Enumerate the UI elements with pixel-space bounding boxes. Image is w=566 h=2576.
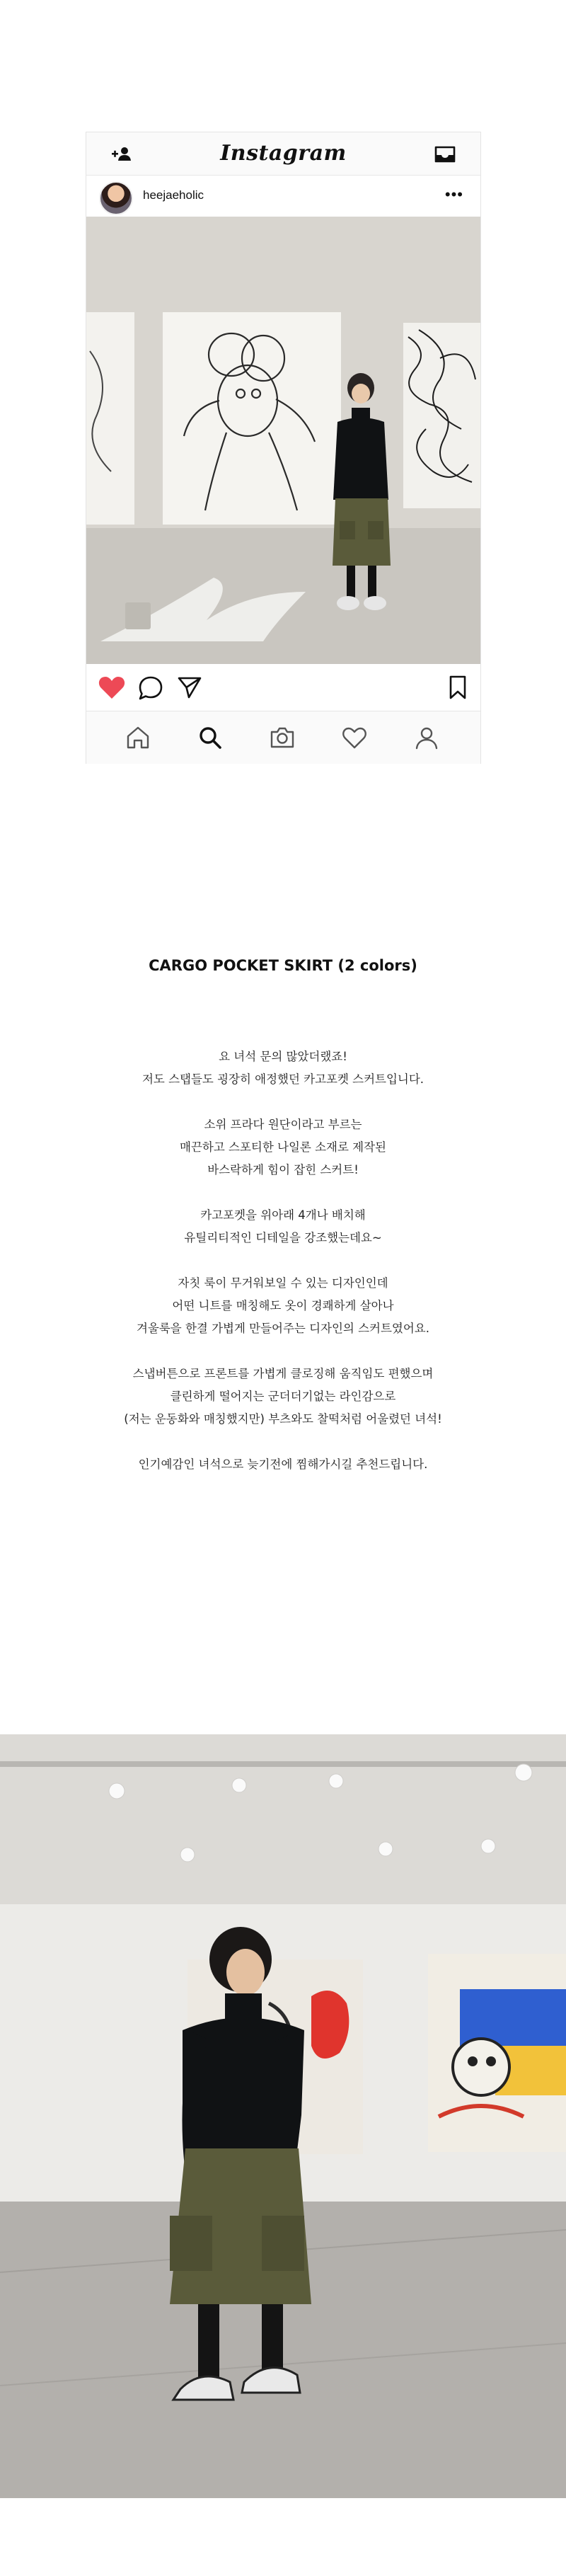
description-line: 스냅버튼으로 프론트를 가볍게 클로징해 움직임도 편했으며 <box>132 1367 434 1380</box>
product-description <box>71 1046 495 1499</box>
search-icon[interactable] <box>197 724 224 751</box>
heart-icon[interactable] <box>98 675 126 700</box>
bookmark-icon[interactable] <box>448 675 468 700</box>
description-line: 자칫 룩이 무거워보일 수 있는 디자인인데 <box>178 1276 388 1290</box>
description-line: 카고포켓을 위아래 4개나 배치해 <box>200 1208 366 1222</box>
description-line: 인기예감인 녀석으로 늦기전에 찜해가시길 추천드립니다. <box>138 1458 428 1471</box>
description-line: 소위 프라다 원단이라고 부르는 <box>204 1118 362 1131</box>
instagram-logo: Instagram <box>220 141 347 166</box>
description-line: 매끈하고 스포티한 나일론 소재로 제작된 <box>180 1140 386 1154</box>
profile-icon[interactable] <box>413 724 440 751</box>
send-icon[interactable] <box>177 675 202 699</box>
post-header <box>86 176 480 217</box>
avatar[interactable] <box>99 181 133 215</box>
camera-icon[interactable] <box>269 724 296 751</box>
description-paragraph <box>71 1272 495 1340</box>
post-photo <box>86 217 480 664</box>
description-paragraph <box>71 1453 495 1476</box>
post-actions <box>86 664 480 711</box>
gallery-artwork-photo <box>86 217 480 664</box>
description-line: 유틸리티적인 디테일을 강조했는데요~ <box>184 1231 382 1244</box>
description-line: 바스락하게 힘이 잡힌 스커트! <box>207 1163 359 1177</box>
gallery-model-photo <box>0 1734 566 2498</box>
description-line: 요 녀석 문의 많았더랬죠! <box>219 1050 347 1063</box>
description-line: 겨울룩을 한결 가볍게 만들어주는 디자인의 스커트였어요. <box>136 1322 429 1335</box>
bottom-navigation <box>86 711 480 764</box>
home-icon[interactable] <box>125 724 151 751</box>
username[interactable]: heejaeholic <box>143 188 204 202</box>
description-paragraph <box>71 1046 495 1091</box>
inbox-icon[interactable] <box>434 145 456 164</box>
comment-icon[interactable] <box>137 675 164 702</box>
description-line: 클린하게 떨어지는 군더더기없는 라인감으로 <box>170 1390 396 1403</box>
instagram-top-bar <box>86 132 480 176</box>
description-line: (저는 운동화와 매칭했지만) 부츠와도 찰떡처럼 어울렸던 녀석! <box>124 1412 442 1426</box>
product-title: CARGO POCKET SKIRT (2 colors) <box>149 957 417 974</box>
description-line: 어떤 니트를 매칭해도 옷이 경쾌하게 살아나 <box>172 1299 394 1312</box>
activity-heart-icon[interactable] <box>341 724 368 751</box>
description-paragraph <box>71 1114 495 1181</box>
description-line: 저도 스탭들도 굉장히 애정했던 카고포켓 스커트입니다. <box>142 1072 424 1086</box>
instagram-post-card <box>86 132 481 764</box>
model-in-gallery-image <box>0 1734 566 2498</box>
description-paragraph <box>71 1204 495 1249</box>
more-options-icon[interactable]: ••• <box>444 185 463 203</box>
description-paragraph <box>71 1363 495 1431</box>
